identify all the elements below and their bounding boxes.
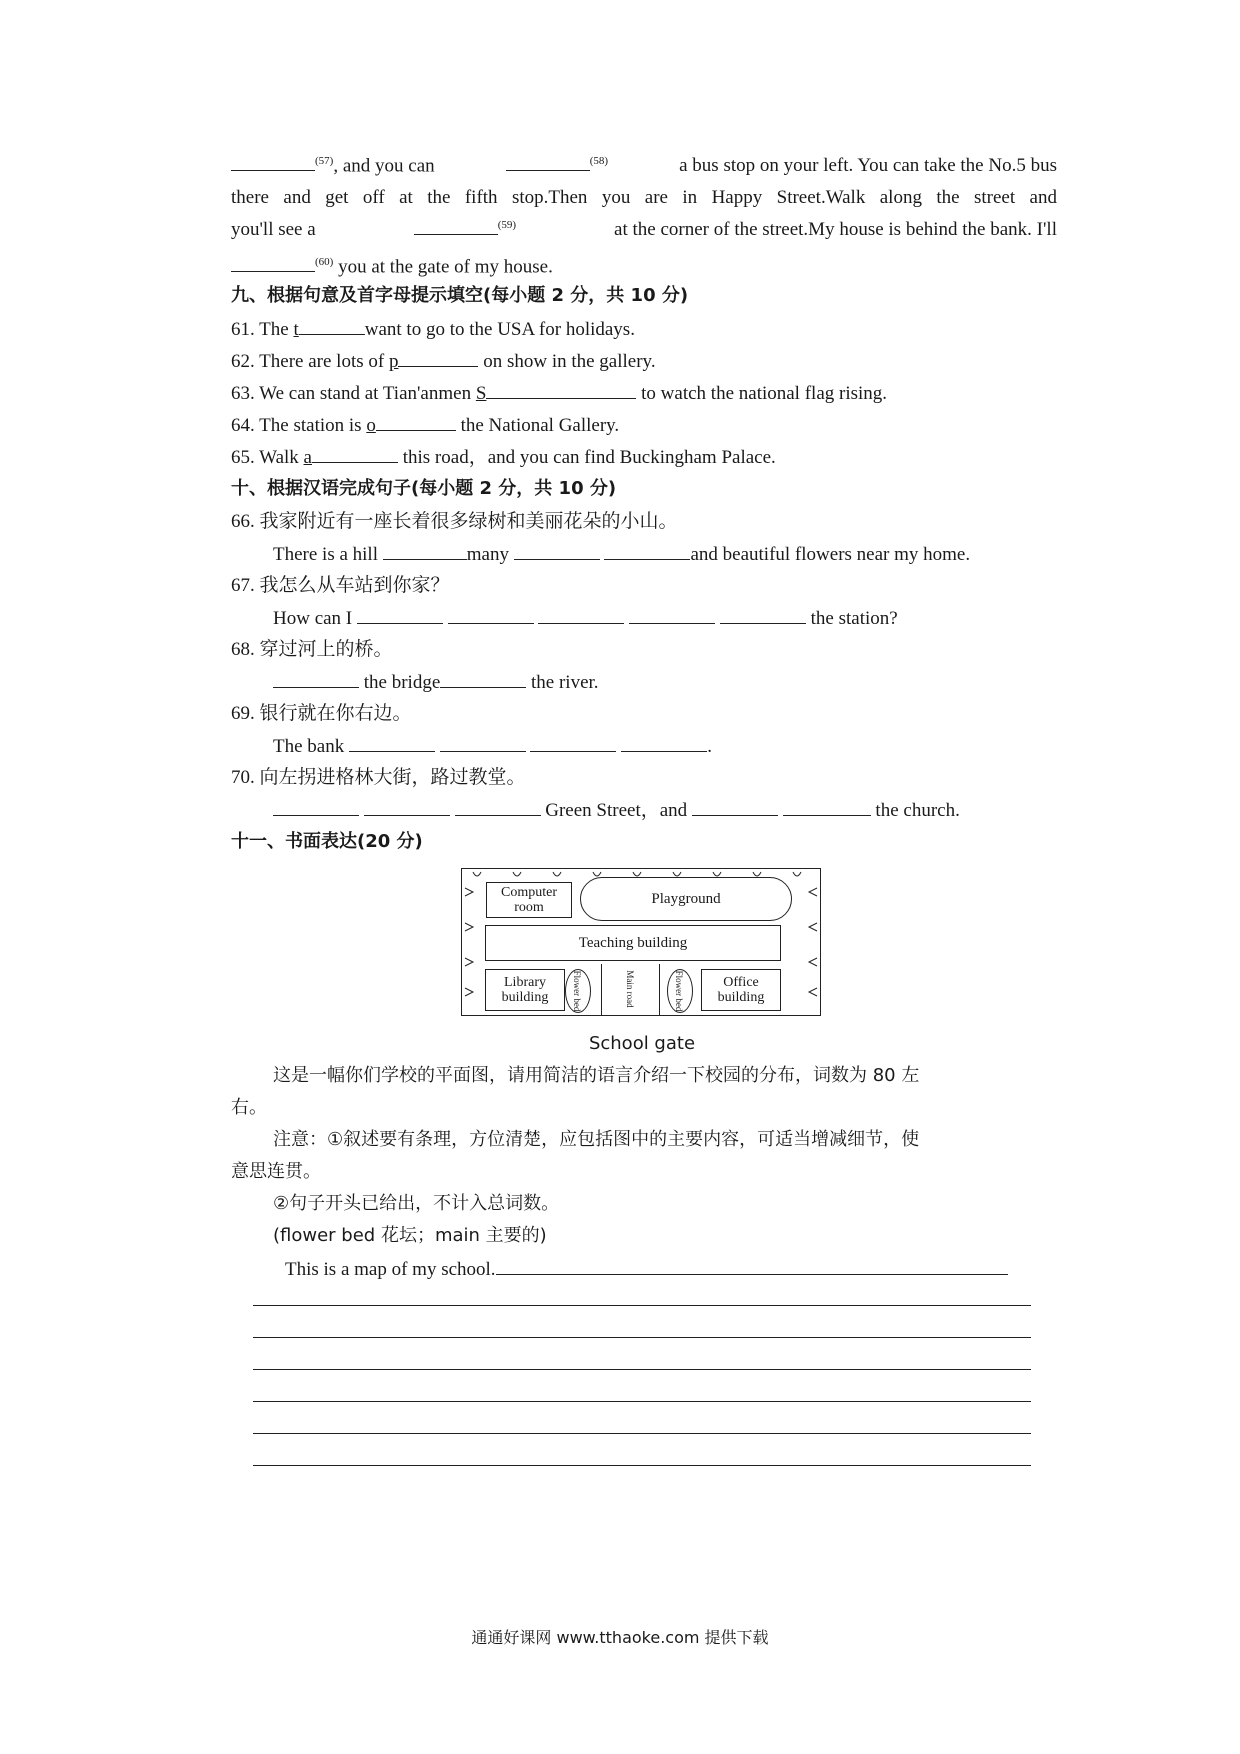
blank-60[interactable]	[231, 253, 315, 272]
item-68-chinese: 68. 穿过河上的桥。	[231, 638, 393, 660]
item-69-chinese: 69. 银行就在你右边。	[231, 702, 412, 724]
item-66-english: There is a hill many and beautiful flowers near my home.	[273, 541, 970, 567]
item-63: 63. We can stand at Tian'anmen S to watch the national flag rising.	[231, 380, 887, 406]
blank-68b[interactable]	[440, 669, 526, 688]
instruction-1: 这是一幅你们学校的平面图，请用简洁的语言介绍一下校园的分布，词数为 80 左	[273, 1065, 920, 1086]
flower-bed-left: Flower bed	[565, 969, 591, 1013]
note-1: 注意：①叙述要有条理，方位清楚，应包括图中的主要内容，可适当增减细节，使	[273, 1129, 920, 1150]
blank-70c[interactable]	[455, 797, 541, 816]
blank-67e[interactable]	[720, 605, 806, 624]
main-road-left-edge	[601, 964, 603, 1016]
item-70-chinese: 70. 向左拐进格林大街，路过教堂。	[231, 766, 526, 788]
passage-line-1: $^{(57)}$, and you can $^{(58)}$ a bus stop on your left. You can take the No.5 bus	[231, 154, 1057, 178]
blank-66a[interactable]	[383, 541, 467, 560]
blank-69d[interactable]	[621, 733, 707, 752]
blank-65[interactable]	[312, 444, 398, 463]
note-2: ②句子开头已给出，不计入总词数。	[273, 1193, 560, 1214]
blank-67b[interactable]	[448, 605, 534, 624]
blank-66c[interactable]	[604, 541, 690, 560]
instruction-1b: 右。	[231, 1097, 267, 1118]
blank-59[interactable]	[414, 216, 498, 235]
blank-63[interactable]	[486, 380, 636, 399]
blank-66b[interactable]	[514, 541, 600, 560]
writing-line-2[interactable]	[253, 1336, 1031, 1338]
writing-line-1[interactable]	[253, 1304, 1031, 1306]
item-67-english: How can I the station?	[273, 605, 898, 631]
blank-67c[interactable]	[538, 605, 624, 624]
blank-69b[interactable]	[440, 733, 526, 752]
writing-line-3[interactable]	[253, 1368, 1031, 1370]
main-road-right-edge	[659, 964, 661, 1016]
playground: Playground	[580, 877, 792, 921]
school-map	[461, 868, 823, 1018]
item-61: 61. The t want to go to the USA for holidays.	[231, 316, 635, 342]
blank-70f[interactable]	[827, 797, 871, 816]
writing-line-4[interactable]	[253, 1400, 1031, 1402]
writing-start: This is a map of my school.	[285, 1256, 1008, 1282]
gloss: (flower bed 花坛；main 主要的)	[273, 1225, 547, 1246]
blank-70a[interactable]	[273, 797, 359, 816]
blank-68a[interactable]	[273, 669, 359, 688]
blank-70b[interactable]	[364, 797, 450, 816]
flower-bed-right: Flower bed	[667, 969, 693, 1013]
note-1b: 意思连贯。	[231, 1161, 321, 1182]
item-64: 64. The station is o the National Gallery.	[231, 412, 619, 438]
passage-line-2: there and get off at the fifth stop.Then you are in Happy Street.Walk along the street and	[231, 187, 1057, 208]
blank-57[interactable]	[231, 152, 315, 171]
map-caption: School gate	[588, 1033, 696, 1054]
main-road: Main road	[625, 970, 635, 1008]
blank-64[interactable]	[376, 412, 456, 431]
item-66-chinese: 66. 我家附近有一座长着很多绿树和美丽花朵的小山。	[231, 510, 678, 532]
item-67-chinese: 67. 我怎么从车站到你家？	[231, 574, 450, 596]
teaching-building: Teaching building	[485, 925, 781, 961]
passage	[231, 154, 1057, 278]
writing-line-0[interactable]	[496, 1256, 1008, 1275]
blank-69c[interactable]	[530, 733, 616, 752]
footer-credit: 通通好课网 www.tthaoke.com 提供下载	[471, 1628, 769, 1647]
item-69-english: The bank .	[273, 733, 712, 759]
section-11-title: 十一、书面表达(20 分)	[231, 831, 423, 852]
item-70-english: Green Street，and the church.	[273, 797, 960, 823]
writing-line-5[interactable]	[253, 1432, 1031, 1434]
writing-line-6[interactable]	[253, 1464, 1031, 1466]
section-10-title: 十、根据汉语完成句子(每小题 2 分，共 10 分)	[231, 478, 617, 499]
library-building: Library building	[485, 969, 565, 1011]
computer-room: Computer room	[486, 882, 572, 918]
blank-62[interactable]	[398, 348, 478, 367]
blank-67a[interactable]	[357, 605, 443, 624]
blank-67d[interactable]	[629, 605, 715, 624]
item-65: 65. Walk a this road，and you can find Buckingham Palace.	[231, 444, 776, 470]
blank-61[interactable]	[299, 316, 365, 335]
blank-70e[interactable]	[783, 797, 827, 816]
blank-58[interactable]	[506, 152, 590, 171]
item-62: 62. There are lots of p on show in the gallery.	[231, 348, 656, 374]
blank-69a[interactable]	[349, 733, 435, 752]
section-9-title: 九、根据句意及首字母提示填空(每小题 2 分，共 10 分)	[231, 285, 689, 306]
item-68-english: the bridge the river.	[273, 669, 599, 695]
office-building: Office building	[701, 969, 781, 1011]
blank-70d[interactable]	[692, 797, 778, 816]
passage-line-4: $^{(60)}$ you at the gate of my house.	[231, 250, 1057, 274]
passage-line-3: you'll see a $^{(59)}$ at the corner of the street.My house is behind the bank. I'll	[231, 218, 1057, 242]
